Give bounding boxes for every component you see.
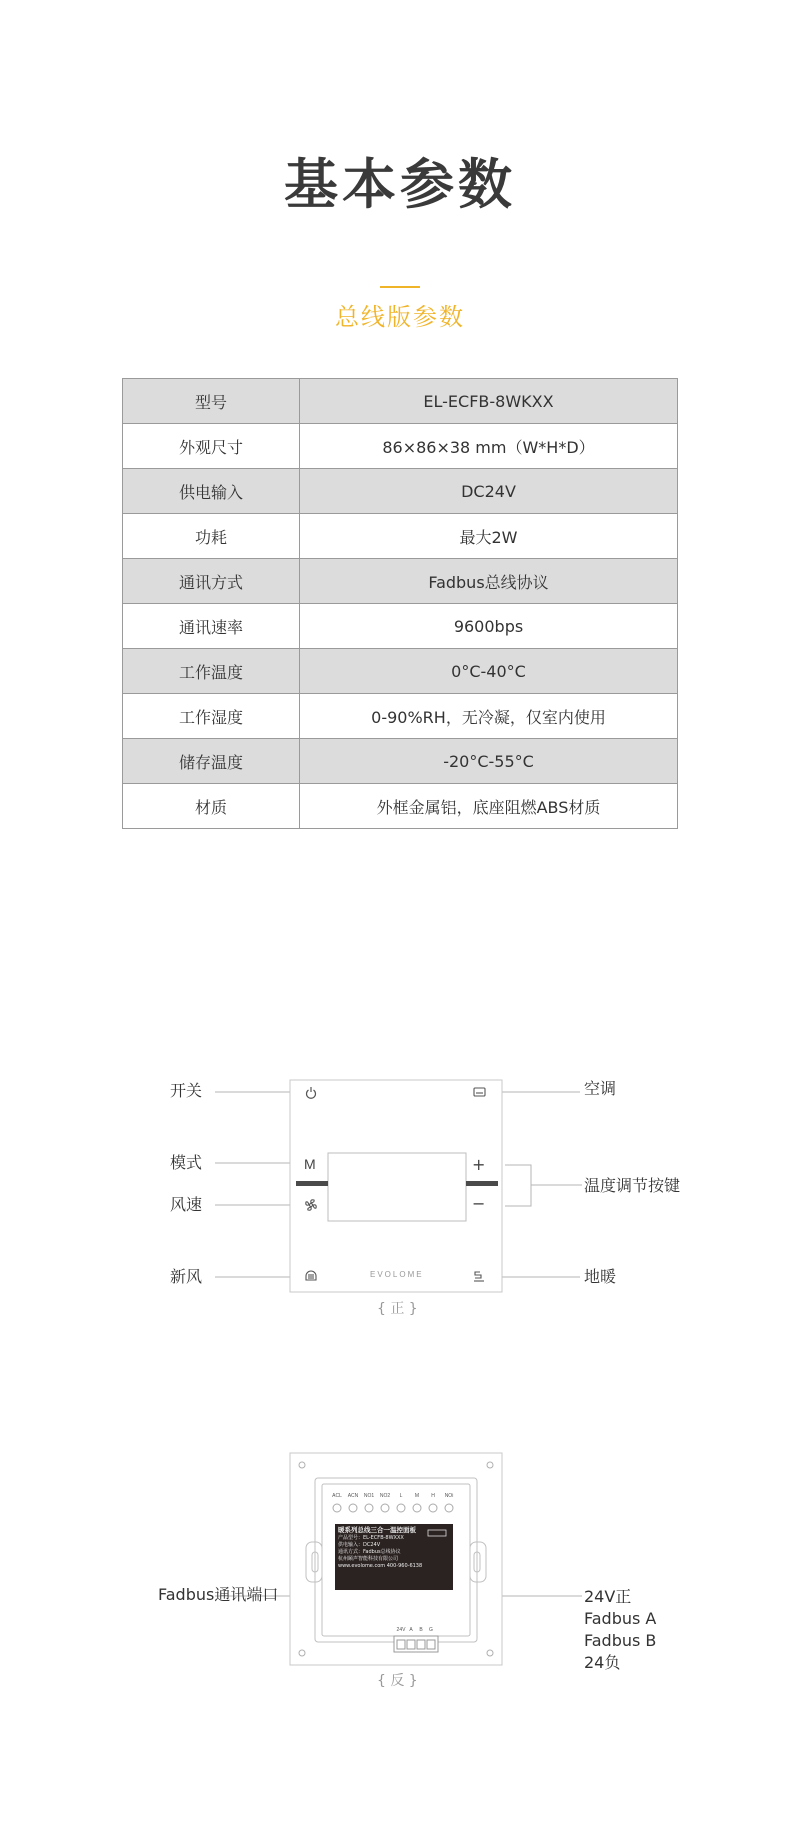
spec-value: 最大2W — [300, 514, 678, 559]
temperature-up-button[interactable]: + — [472, 1155, 486, 1174]
spec-value: 外框金属铝，底座阻燃ABS材质 — [300, 784, 678, 829]
label-air-conditioner: 空调 — [584, 1079, 617, 1098]
spec-value: 0-90%RH，无冷凝，仅室内使用 — [300, 694, 678, 739]
page-title: 基本参数 — [284, 153, 516, 216]
spec-value: -20°C-55°C — [300, 739, 678, 784]
terminal-label-no2: NO2 — [379, 1493, 391, 1499]
spec-label: 工作湿度 — [123, 694, 300, 739]
terminal-label-acn: ACN — [347, 1493, 359, 1499]
label-mode: 模式 — [170, 1153, 203, 1172]
terminal-label-a: A — [409, 1627, 413, 1633]
spec-label: 工作温度 — [123, 649, 300, 694]
spec-value: EL-ECFB-8WKXX — [300, 379, 678, 424]
temperature-down-button[interactable]: − — [472, 1194, 486, 1213]
label-fadbus-port: Fadbus通讯端口 — [158, 1585, 279, 1604]
sticker-line: www.evolome.com 400-960-6138 — [338, 1563, 423, 1569]
terminal-label-l: L — [399, 1493, 403, 1499]
spec-label: 储存温度 — [123, 739, 300, 784]
sticker-line: 通讯方式：Fadbus总线协议 — [338, 1549, 401, 1555]
sticker-line: 杭州颐声智能科技有限公司 — [338, 1556, 399, 1562]
terminal-label: Fadbus B — [584, 1631, 657, 1650]
brand-logo: EVOLOME — [370, 1270, 424, 1279]
spec-label: 供电输入 — [123, 469, 300, 514]
terminal-label: Fadbus A — [584, 1609, 657, 1628]
spec-value: DC24V — [300, 469, 678, 514]
spec-value: 0°C-40°C — [300, 649, 678, 694]
terminal-label-m: M — [414, 1493, 420, 1499]
terminal-label-acl: ACL — [332, 1493, 342, 1499]
terminal-label: 24V正 — [584, 1587, 632, 1606]
sticker-line: 产品型号：EL-ECFB-8WXXX — [338, 1535, 404, 1541]
sticker-text — [338, 1526, 450, 1570]
front-caption: { 正 } — [377, 1301, 418, 1317]
spec-value: Fadbus总线协议 — [300, 559, 678, 604]
terminal-label: 24负 — [584, 1653, 621, 1672]
spec-label: 外观尺寸 — [123, 424, 300, 469]
spec-label: 功耗 — [123, 514, 300, 559]
label-temperature-keys: 温度调节按键 — [584, 1176, 681, 1195]
spec-label: 型号 — [123, 379, 300, 424]
spec-label: 通讯方式 — [123, 559, 300, 604]
terminal-label-g: G — [429, 1627, 433, 1633]
terminal-label-no1: NO1 — [363, 1493, 375, 1499]
sticker-line: 供电输入：DC24V — [338, 1542, 381, 1548]
section-title: 总线版参数 — [335, 303, 465, 331]
terminal-label-b: B — [419, 1627, 423, 1633]
back-caption: { 反 } — [377, 1673, 418, 1689]
spec-label: 材质 — [123, 784, 300, 829]
spec-label: 通讯速率 — [123, 604, 300, 649]
spec-value: 86×86×38 mm（W*H*D） — [300, 424, 678, 469]
spec-value: 9600bps — [300, 604, 678, 649]
label-fresh-air: 新风 — [170, 1267, 203, 1286]
label-fan-speed: 风速 — [170, 1195, 203, 1214]
label-floor-heating: 地暖 — [584, 1267, 617, 1286]
terminal-label-h: H — [431, 1493, 435, 1499]
terminal-label-24v: 24V — [396, 1627, 406, 1633]
sticker-title: 暖系列总线三合一温控面板 — [338, 1526, 416, 1534]
mode-button[interactable]: M — [304, 1156, 316, 1172]
terminal-legend — [584, 1586, 656, 1674]
fadbus-port — [394, 1636, 438, 1652]
label-power: 开关 — [170, 1081, 203, 1100]
terminal-label-noi: NOi — [444, 1493, 454, 1499]
